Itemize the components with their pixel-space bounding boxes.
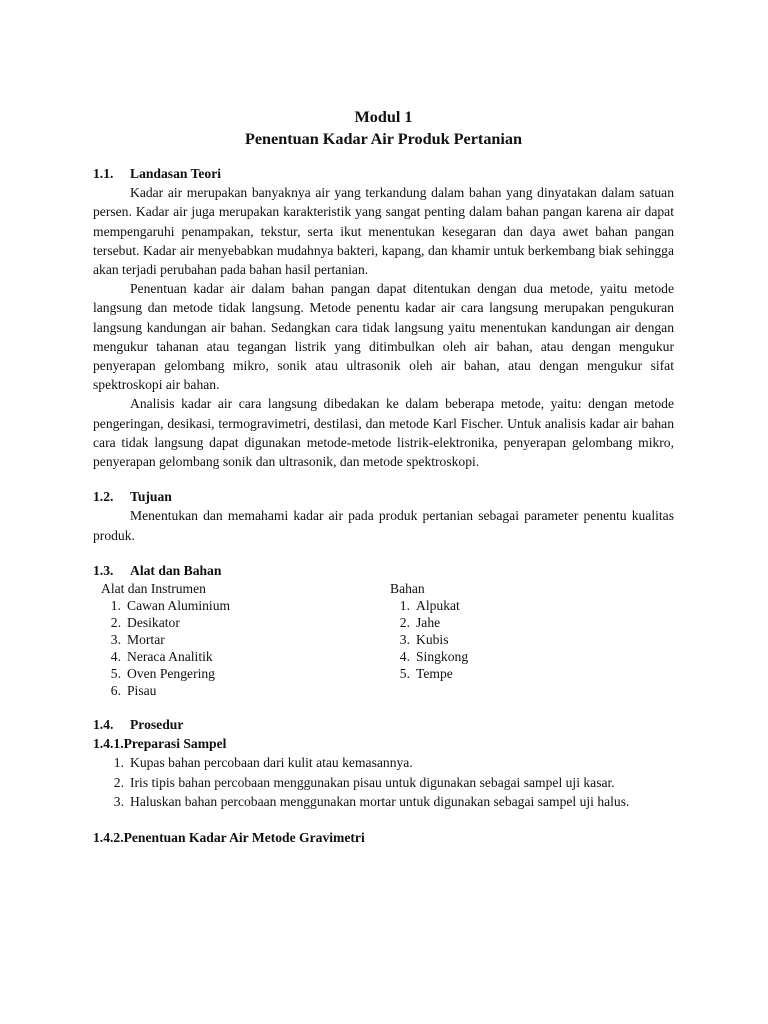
list-item: 6. Pisau bbox=[110, 683, 157, 699]
section-heading-prosedur bbox=[93, 715, 674, 734]
list-item: 3. Kubis bbox=[399, 632, 449, 648]
paragraph: Penentuan kadar air dalam bahan pangan dapat ditentukan dengan dua metode, yaitu metode langsung dan metode tidak langsung. Metode penentu kadar air cara langsung merupakan pengukuran langsung kandungan air bahan. Sedangkan cara tidak langsung yaitu menentukan kandungan air dengan mengukur tahanan atau tegangan listrik yang ditimbulkan oleh air bahan, atau dengan mengukur penyerapan gelombang mikro, sonik atau ultrasonik oleh air bahan, atau dengan mengukur sifat spektroskopi air bahan. bbox=[93, 281, 674, 393]
section-title: Alat dan Bahan bbox=[130, 562, 222, 578]
materials-list bbox=[390, 597, 674, 682]
instruments-column bbox=[93, 580, 390, 699]
section-number: 1.3. bbox=[93, 562, 114, 578]
list-item: 3. Haluskan bahan percobaan menggunakan mortar untuk digunakan sebagai sampel uji halus. bbox=[113, 793, 630, 809]
section-heading-alat bbox=[93, 561, 674, 580]
section-number: 1.1. bbox=[93, 166, 114, 181]
list-item: 4. Singkong bbox=[399, 649, 469, 665]
section-number: 1.4. bbox=[93, 717, 114, 733]
paragraph: Analisis kadar air cara langsung dibedakan ke dalam beberapa metode, yaitu: dengan metode pengeringan, desikasi, termogravimetri, destilasi, dan metode Karl Fischer. Untuk analisis kadar air bahan cara tidak langsung dapat digunakan metode-metode listrik-elektronika, penyerapan gelombang mikro, penyerapan gelombang sonik dan ultrasonik, dan metode spektroskopi. bbox=[93, 396, 674, 470]
materials-column bbox=[390, 580, 674, 699]
instruments-list bbox=[101, 597, 390, 699]
list-item: 5. Tempe bbox=[399, 666, 453, 682]
section-title: Tujuan bbox=[130, 489, 172, 505]
module-title: Modul 1 bbox=[354, 108, 413, 126]
materials-heading: Bahan bbox=[390, 581, 425, 597]
list-item: 2. Iris tipis bahan percobaan menggunakan pisau untuk digunakan sebagai sampel uji kasar. bbox=[113, 774, 615, 790]
list-item: 2. Jahe bbox=[399, 615, 441, 631]
list-item: 1. Alpukat bbox=[399, 598, 460, 614]
instruments-heading: Alat dan Instrumen bbox=[101, 581, 206, 597]
list-item: 1. Kupas bahan percobaan dari kulit atau kemasannya. bbox=[113, 755, 413, 771]
subsection-number: 1.4.2. bbox=[93, 830, 124, 846]
subsection-title: Preparasi Sampel bbox=[123, 736, 227, 752]
list-item: 3. Mortar bbox=[110, 632, 165, 648]
section-title: Landasan Teori bbox=[130, 166, 222, 181]
module-subtitle: Penentuan Kadar Air Produk Pertanian bbox=[244, 130, 523, 148]
subsection-heading-preparasi bbox=[93, 734, 674, 753]
paragraph: Menentukan dan memahami kadar air pada produk pertanian sebagai parameter penentu kualitas produk. bbox=[93, 508, 674, 543]
subsection-heading-gravimetri bbox=[93, 828, 674, 847]
subsection-number: 1.4.1. bbox=[93, 736, 124, 752]
materials-columns bbox=[93, 580, 674, 699]
list-item: 2. Desikator bbox=[110, 615, 180, 631]
section-number: 1.2. bbox=[93, 489, 114, 505]
document-content bbox=[93, 106, 674, 847]
section-heading-landasan bbox=[93, 164, 674, 183]
procedure-steps bbox=[93, 753, 674, 811]
section-title: Prosedur bbox=[130, 717, 184, 733]
list-item: 4. Neraca Analitik bbox=[110, 649, 213, 665]
paragraph: Kadar air merupakan banyaknya air yang terkandung dalam bahan yang dinyatakan dalam satuan persen. Kadar air juga merupakan karakteristik yang sangat penting dalam bahan pangan karena air dapat mempengaruhi penampakan, tekstur, serta ikut menentukan kesegaran dan daya awet bahan pangan tersebut. Kadar air menyebabkan mudahnya bakteri, kapang, dan khamir untuk berkembang biak sehingga akan terjadi perubahan pada bahan hasil pertanian. bbox=[93, 185, 674, 278]
subsection-title: Penentuan Kadar Air Metode Gravimetri bbox=[123, 830, 365, 846]
list-item: 1. Cawan Aluminium bbox=[110, 598, 231, 614]
section-heading-tujuan bbox=[93, 487, 674, 506]
list-item: 5. Oven Pengering bbox=[110, 666, 215, 682]
